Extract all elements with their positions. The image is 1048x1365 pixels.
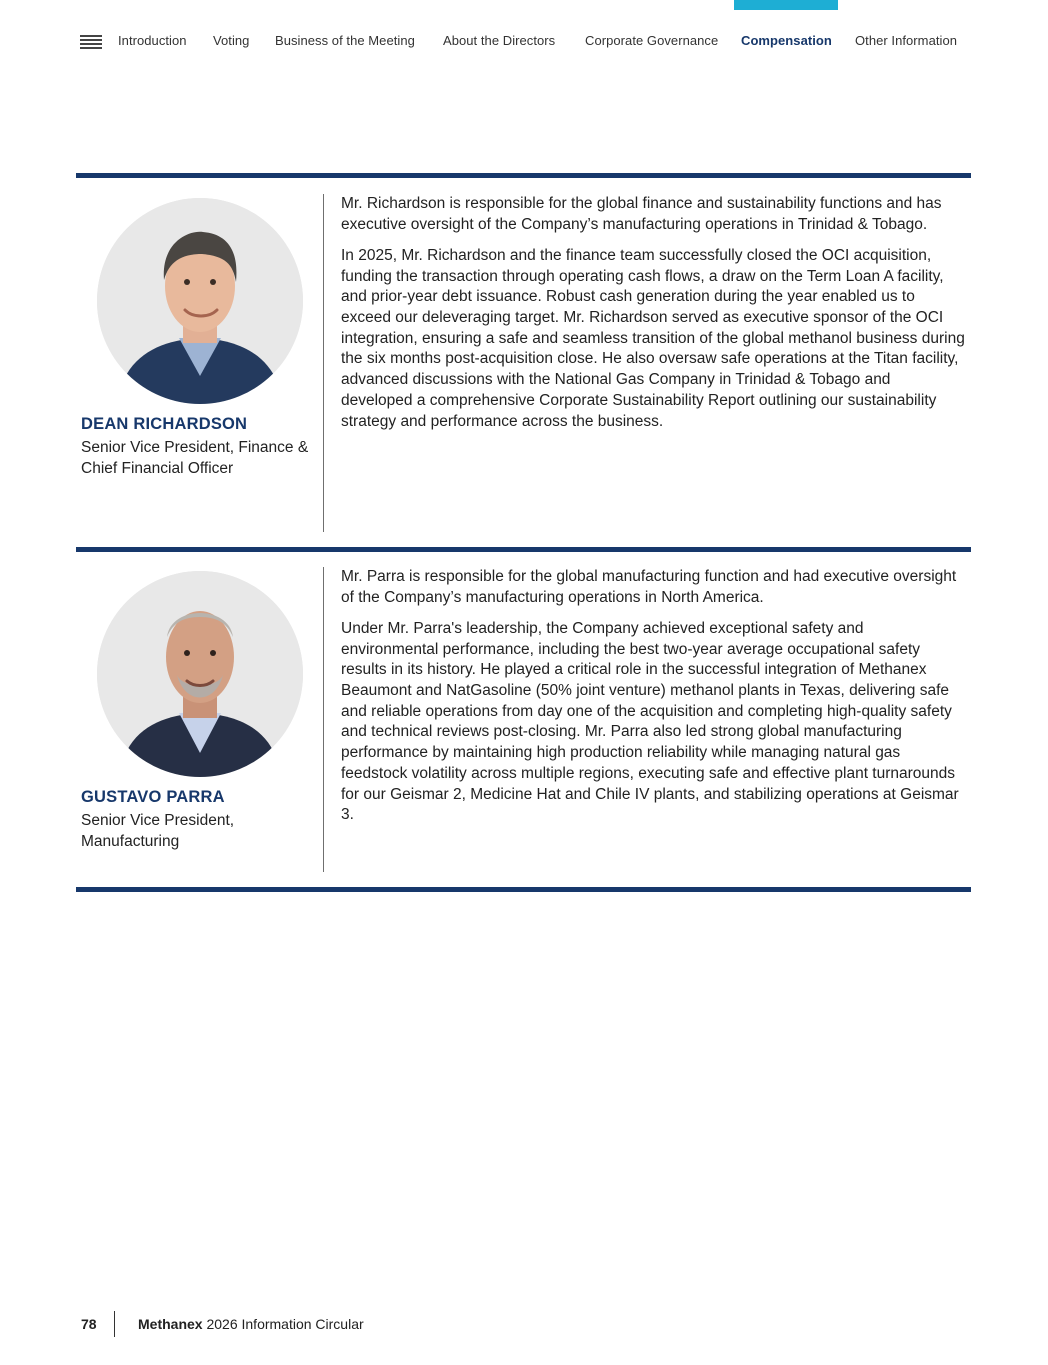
executive-title: Senior Vice President, Manufacturing	[81, 812, 235, 850]
bio-paragraph: Mr. Parra is responsible for the global manufacturing function and had executive oversight of the Company’s manufacturing operations in North America.	[341, 568, 957, 606]
column-divider	[323, 567, 324, 872]
nav-item-corporate-governance[interactable]: Corporate Governance	[585, 33, 719, 48]
footer-document-title	[138, 1316, 364, 1332]
executive-name: DEAN RICHARDSON	[81, 415, 248, 433]
nav-item-other-information[interactable]: Other Information	[855, 33, 958, 48]
bio-paragraph: Under Mr. Parra's leadership, the Company achieved exceptional safety and environmental performance, including the best two-year average occupational safety results in its history. He played a critical role in the successful integration of Methanex Beaumont and NatGasoline (50% joint venture) methanol plants in Texas, delivering safe and reliable operations from day one of the acquisition and completing high-quality safety and technical reviews post-closing. Mr. Parra also led strong global manufacturing performance by maintaining high production reliability while managing natural gas feedstock volatility across multiple regions, executing safe and effective plant turnarounds for our Geismar 2, Medicine Hat and Chile IV plants, and stabilizing operations at Geismar 3.	[341, 619, 959, 824]
footer-divider	[114, 1311, 115, 1337]
footer-company-name: Methanex	[138, 1316, 203, 1332]
executive-portrait-photo	[97, 198, 303, 404]
footer-doc-title: 2026 Information Circular	[206, 1316, 364, 1332]
active-section-marker	[734, 0, 838, 10]
hamburger-menu-icon[interactable]	[80, 35, 102, 49]
section-divider-bottom	[76, 887, 971, 892]
executive-name: GUSTAVO PARRA	[81, 788, 225, 806]
bio-paragraph: Mr. Richardson is responsible for the global finance and sustainability functions and has executive oversight of the Company’s manufacturing operations in Trinidad & Tobago.	[341, 195, 942, 233]
executive-title: Senior Vice President, Finance & Chief Financial Officer	[81, 439, 309, 477]
nav-item-introduction[interactable]: Introduction	[118, 33, 187, 48]
section-divider-middle	[76, 547, 971, 552]
executive-portrait-photo	[97, 571, 303, 777]
nav-item-compensation[interactable]: Compensation	[741, 33, 832, 48]
executive-bio	[341, 194, 965, 443]
nav-item-voting[interactable]: Voting	[213, 33, 250, 48]
page-number: 78	[81, 1316, 97, 1332]
bio-paragraph: In 2025, Mr. Richardson and the finance team successfully closed the OCI acquisition, funding the transaction through operating cash flows, a draw on the Term Loan A facility, and prior-year debt issuance. Robust cash generation during the year enabled us to exceed our deleveraging target. Mr. Richardson served as executive sponsor of the OCI integration, ensuring a safe and seamless transition of the global methanol business during the six months post-acquisition close. He also oversaw safe operations at the Titan facility, advanced discussions with the National Gas Company in Trinidad & Tobago and developed a comprehensive Corporate Sustainability Report outlining our sustainability strategy and performance across the business.	[341, 246, 965, 430]
nav-item-business-of-the-meeting[interactable]: Business of the Meeting	[275, 33, 415, 48]
column-divider	[323, 194, 324, 532]
nav-item-about-the-directors[interactable]: About the Directors	[443, 33, 556, 48]
section-divider-top	[76, 173, 971, 178]
executive-bio	[341, 567, 965, 836]
